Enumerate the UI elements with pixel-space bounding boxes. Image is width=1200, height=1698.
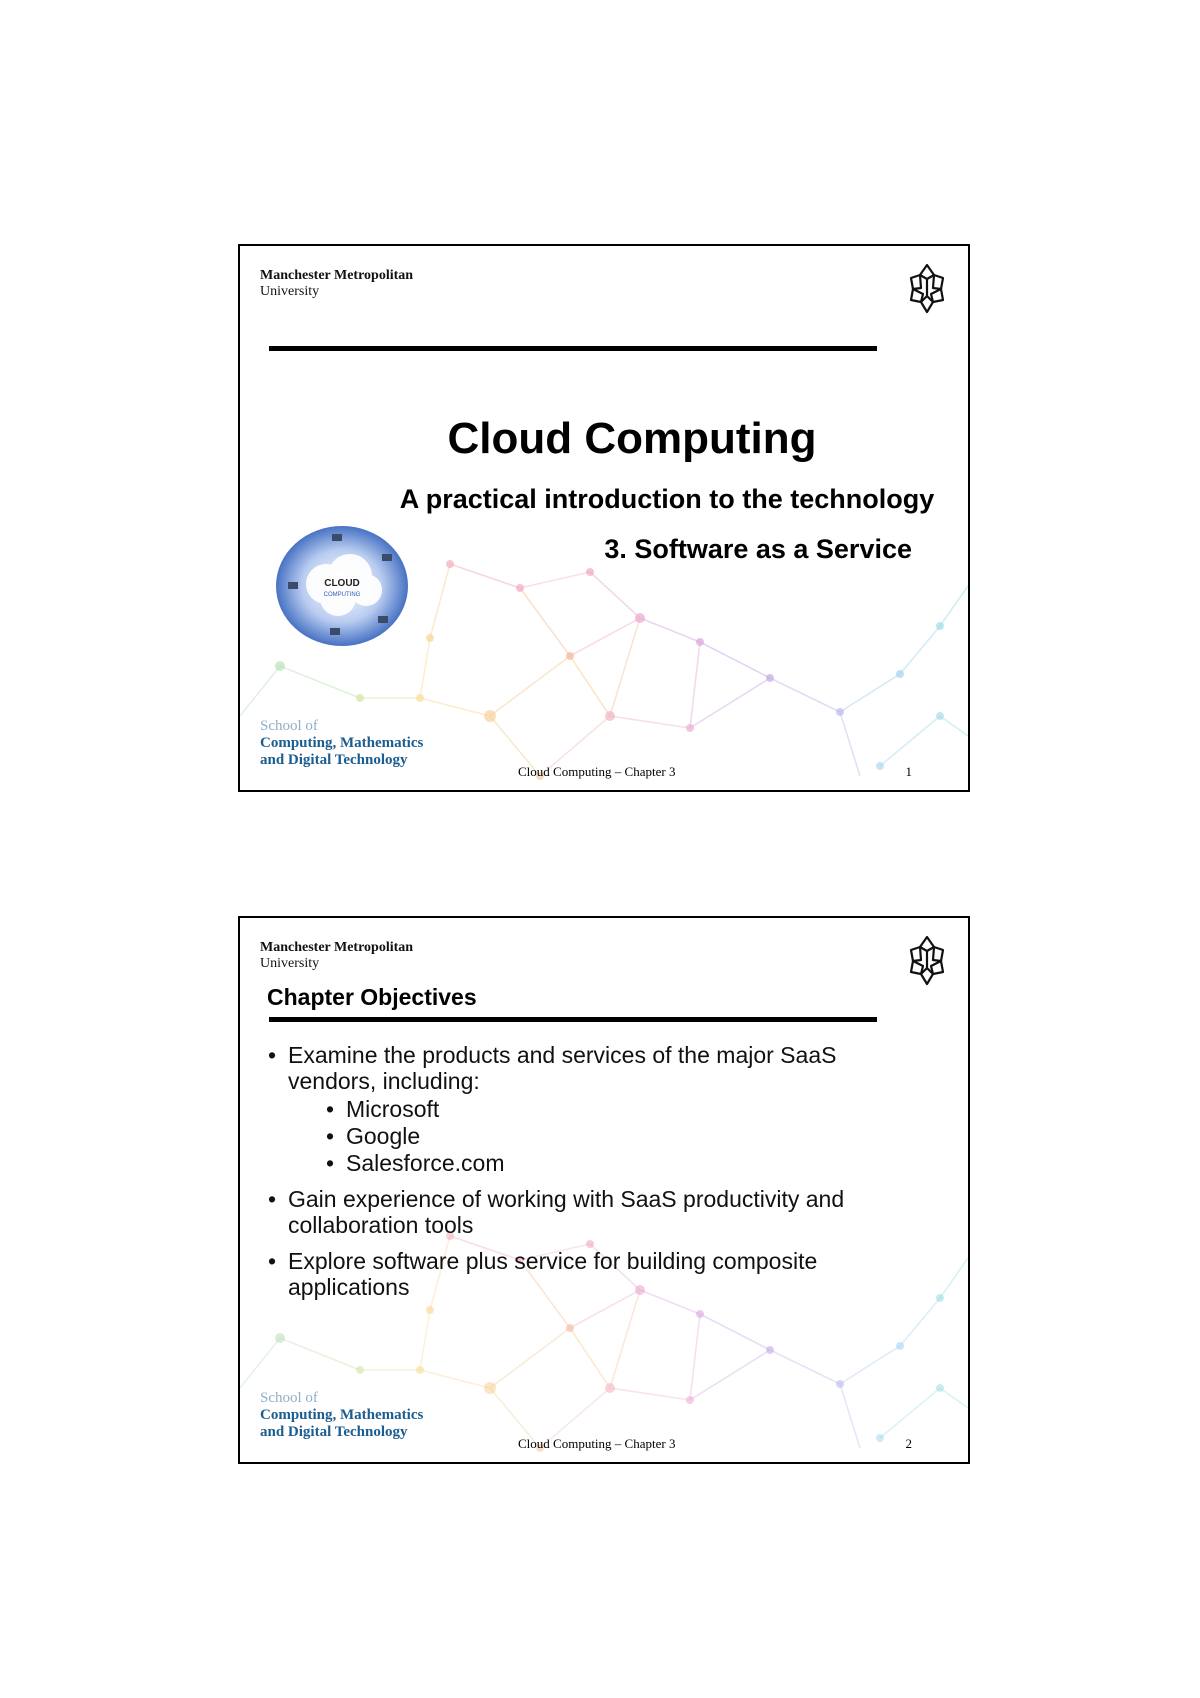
- school-name-line2: Computing, Mathematics: [260, 1407, 424, 1423]
- university-name-line1: Manchester Metropolitan: [260, 940, 414, 955]
- bullet-icon: •: [268, 1186, 277, 1212]
- bullet-icon: •: [268, 1248, 277, 1274]
- heading-divider-rule: [269, 1017, 877, 1022]
- slide-title: Cloud Computing: [447, 414, 817, 463]
- university-name: [260, 940, 413, 972]
- university-name-line2: University: [260, 956, 320, 971]
- university-name-line1: Manchester Metropolitan: [260, 268, 414, 283]
- bullet-icon: •: [268, 1042, 277, 1068]
- university-bee-logo-icon: [906, 934, 948, 988]
- cloud-image-sublabel: COMPUTING: [323, 592, 361, 598]
- list-item-text: Gain experience of working with SaaS productivity and collaboration tools: [288, 1186, 845, 1238]
- school-name-line3: and Digital Technology: [260, 1424, 408, 1440]
- university-bee-logo-icon: [906, 262, 948, 316]
- sub-list-item-text: Google: [346, 1123, 421, 1149]
- slide-1: [238, 244, 970, 792]
- school-name-line1: School of: [260, 718, 318, 734]
- list-item-text: Explore software plus service for building composite applications: [288, 1248, 818, 1300]
- slide-subtitle: A practical introduction to the technology: [399, 484, 935, 514]
- cloud-computing-illustration: [274, 524, 410, 648]
- slide-number: 1: [905, 764, 912, 779]
- sub-list-item-text: Salesforce.com: [346, 1150, 505, 1176]
- objectives-list: [266, 1042, 896, 1310]
- school-name: [260, 718, 423, 769]
- school-name: [260, 1390, 423, 1441]
- sub-list-item: [288, 1096, 896, 1122]
- school-name-line2: Computing, Mathematics: [260, 735, 424, 751]
- sub-list-item: [288, 1150, 896, 1176]
- slide-number: 2: [905, 1436, 912, 1451]
- sub-list-item-text: Microsoft: [346, 1096, 440, 1122]
- university-name: [260, 268, 413, 300]
- footer-course-title: Cloud Computing – Chapter 3: [518, 1436, 676, 1451]
- sub-list-item: [288, 1123, 896, 1149]
- bullet-icon: •: [326, 1150, 335, 1176]
- school-name-line1: School of: [260, 1390, 318, 1406]
- title-divider-rule: [269, 346, 877, 351]
- bullet-icon: •: [326, 1096, 335, 1122]
- list-item-text: Examine the products and services of the major SaaS vendors, including:: [288, 1042, 837, 1094]
- list-item: [266, 1248, 896, 1300]
- list-item: [266, 1186, 896, 1238]
- network-background-graphic: [240, 246, 968, 790]
- chapter-title: 3. Software as a Service: [604, 534, 912, 564]
- list-item: [266, 1042, 896, 1176]
- bullet-icon: •: [326, 1123, 335, 1149]
- slide-2: [238, 916, 970, 1464]
- slide-heading: Chapter Objectives: [267, 984, 477, 1010]
- cloud-image-label: CLOUD: [324, 578, 360, 589]
- footer-course-title: Cloud Computing – Chapter 3: [518, 764, 676, 779]
- school-name-line3: and Digital Technology: [260, 752, 408, 768]
- sub-list: [288, 1096, 896, 1176]
- university-name-line2: University: [260, 284, 320, 299]
